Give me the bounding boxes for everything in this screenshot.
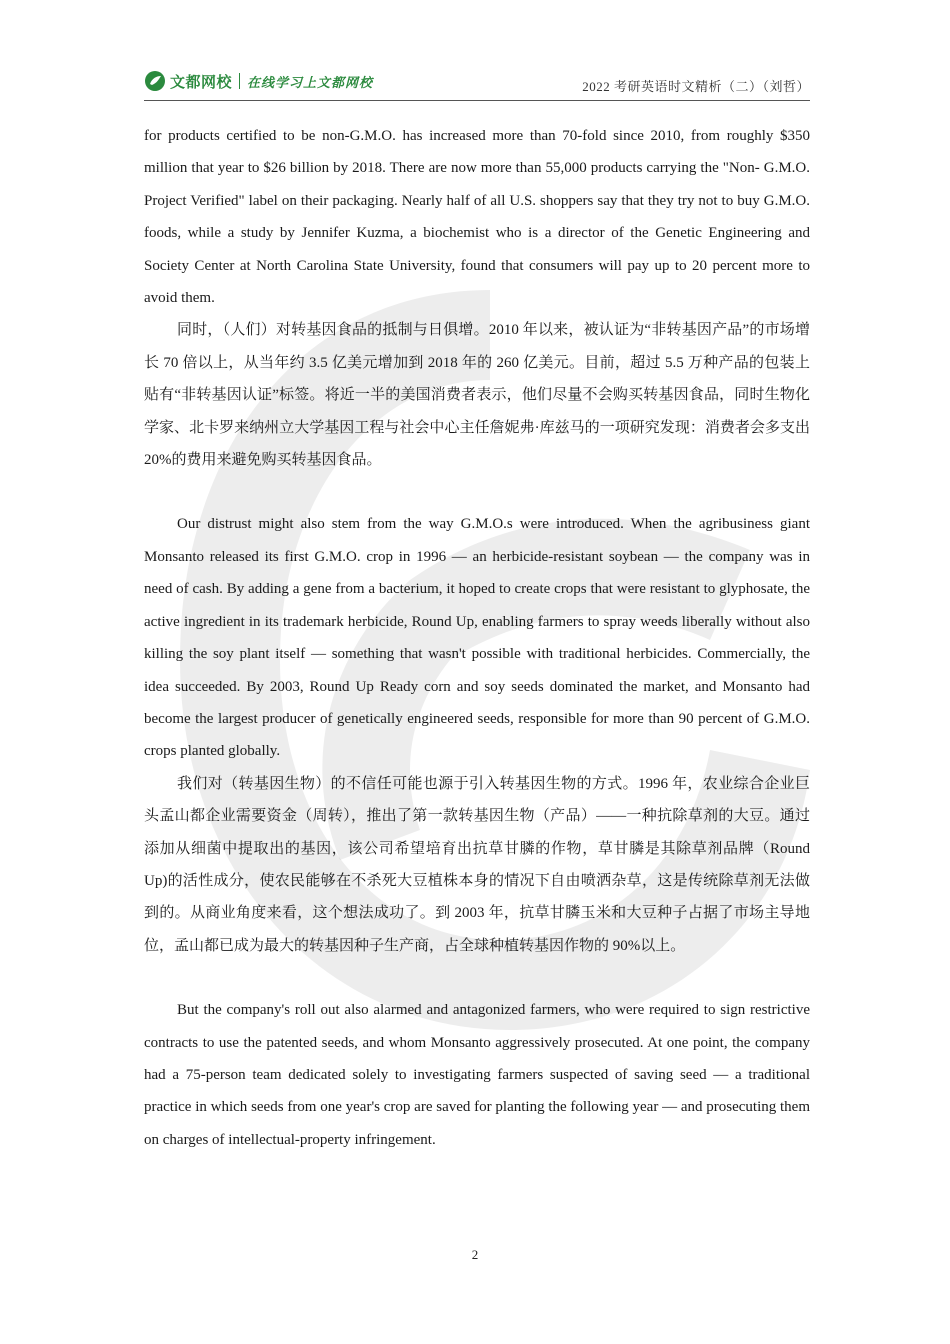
logo-divider — [239, 73, 240, 89]
paragraph-zh-2: 我们对（转基因生物）的不信任可能也源于引入转基因生物的方式。1996 年，农业综合企业巨头孟山都企业需要资金（周转），推出了第一款转基因生物（产品）——一种抗除草剂的大豆。通过添加从细菌中提取出的基因，该公司希望培育出抗草甘膦的作物，草甘膦是其除草剂品牌（Round Up)的活性成分，使农民能够在不杀死大豆植株本身的情况下自由喷洒杂草，这是传统除草剂无法做到的。从商业角度来看，这个想法成功了。到 2003 年，抗草甘膦玉米和大豆种子占据了市场主导地位，孟山都已成为最大的转基因种子生产商，占全球种植转基因作物的 90%以上。 — [144, 775, 810, 954]
paragraph-gap — [144, 476, 810, 508]
logo-leaf-icon — [144, 70, 166, 92]
page-number: 2 — [471, 1247, 479, 1262]
paragraph-en-3: But the company's roll out also alarmed and antagonized farmers, who were required to sign restrictive contracts to use the patented seeds, and whom Monsanto aggressively prosecuted. At one point, the company had a 75-person team dedicated solely to investigating farmers suspected of saving seed — a traditional practice in which seeds from one year's crop are saved for planting the following year — and prosecuting them on charges of intellectual-property infringement. — [144, 1002, 810, 1148]
logo-slogan: 在线学习上文都网校 — [247, 75, 374, 91]
paragraph-zh-1: 同时，（人们）对转基因食品的抵制与日俱增。2010 年以来，被认证为“非转基因产品”的市场增长 70 倍以上，从当年约 3.5 亿美元增加到 2018 年的 260 亿美元。目前，超过 5.5 万种产品的包装上贴有“非转基因认证”标签。将近一半的美国消费者表示，他们尽量不会购买转基因食品，同时生物化学家、北卡罗来纳州立大学基因工程与社会中心主任詹妮弗·库兹马的一项研究发现：消费者会多支出 20%的费用来避免购买转基因食品。 — [144, 322, 810, 469]
paragraph-en-2: Our distrust might also stem from the way G.M.O.s were introduced. When the agribusiness giant Monsanto released its first G.M.O. crop in 1996 — an herbicide-resistant soybean — the company was in need of cash. By adding a gene from a bacterium, it hoped to create crops that were resistant to glyphosate, the active ingredient in its trademark herbicide, Round Up, enabling farmers to spray weeds liberally without also killing the soy plant itself — something that wasn't possible with traditional herbicides. Commercially, the idea succeeded. By 2003, Round Up Ready corn and soy seeds dominated the market, and Monsanto had become the largest producer of genetically engineered seeds, responsible for more than 90 percent of G.M.O. crops planted globally. — [144, 516, 810, 760]
page-header — [144, 64, 810, 101]
document-title: 2022 考研英语时文精析（二）（刘哲） — [582, 79, 810, 94]
brand-logo — [144, 66, 373, 96]
logo-brand-name: 文都网校 — [170, 72, 233, 91]
paragraph-en-1: for products certified to be non-G.M.O. has increased more than 70-fold since 2010, from roughly $350 million that year to $26 billion by 2018. There are now more than 55,000 products carrying the "Non- G.M.O. Project Verified" label on their packaging. Nearly half of all U.S. shoppers say that they try not to buy G.M.O. foods, while a study by Jennifer Kuzma, a biochemist who is a director of the Genetic Engineering and Society Center at North Carolina State University, found that consumers will pay up to 20 percent more to avoid them. — [144, 128, 810, 307]
paragraph-gap — [144, 962, 810, 994]
article-body — [144, 120, 810, 1156]
